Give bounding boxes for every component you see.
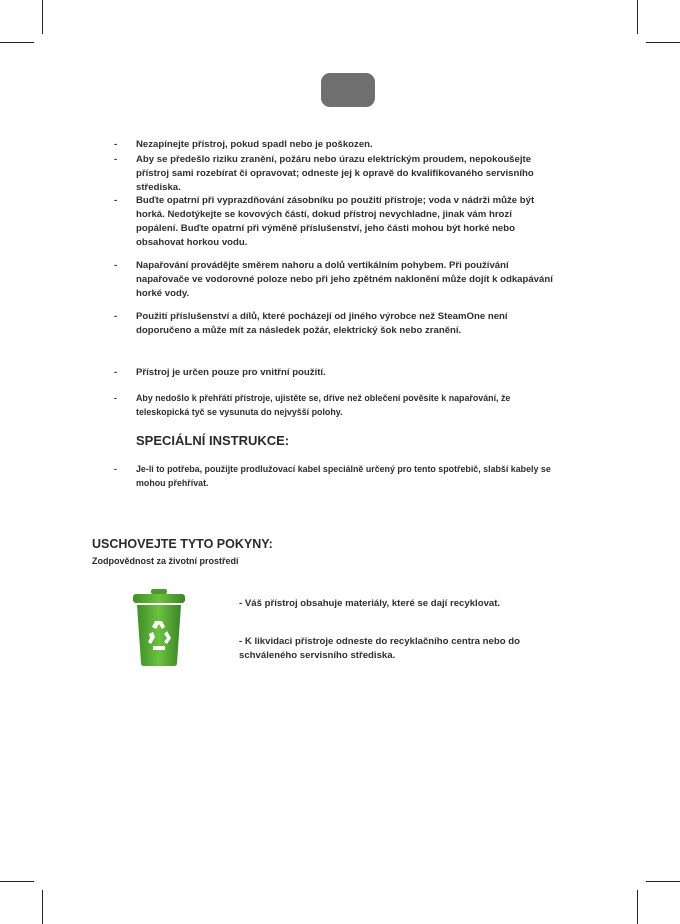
- language-tab: [321, 73, 375, 107]
- keep-instructions-heading: USCHOVEJTE TYTO POKYNY:: [92, 537, 273, 551]
- crop-mark: [42, 890, 43, 924]
- crop-mark: [646, 42, 680, 43]
- crop-mark: [0, 42, 34, 43]
- crop-mark: [637, 890, 638, 924]
- crop-mark: [637, 0, 638, 34]
- environment-line: - Váš přístroj obsahuje materiály, které se dají recyklovat.: [239, 598, 501, 609]
- special-instruction-item: - Je-li to potřeba, použijte prodlužovací kabel speciálně určený pro tento spotřebič, slabší kabely se mohou přehřívat.: [114, 464, 551, 488]
- instruction-item: - Aby nedošlo k přehřátí přístroje, ujistěte se, dříve než oblečení pověsíte k napařování, že teleskopická tyč se vysunuta do nejvyšší polohy.: [114, 393, 511, 417]
- environment-line: - K likvidaci přístroje odneste do recyklačního centra nebo do schváleného servisního střediska.: [239, 636, 520, 661]
- crop-mark: [646, 881, 680, 882]
- environment-subheading: Zodpovědnost za životní prostředí: [92, 556, 239, 566]
- crop-mark: [42, 0, 43, 34]
- instruction-item: - Použití příslušenství a dílů, které pocházejí od jiného výrobce než SteamOne není doporučeno a může mít za následek požár, elektrický šok nebo zranění.: [114, 311, 508, 336]
- recycle-bin-icon: [131, 587, 187, 667]
- instruction-item: - Nezapínejte přístroj, pokud spadl nebo je poškozen.: [114, 139, 373, 150]
- instruction-item: - Aby se předešlo riziku zranění, požáru nebo úrazu elektrickým proudem, nepokoušejte přístroj sami rozebírat či opravovat; odneste jej k opravě do kvalifikovaného servisního střediska.: [114, 154, 534, 193]
- crop-mark: [0, 881, 34, 882]
- instruction-item: - Buďte opatrní při vyprazdňování zásobníku po použití přístroje; voda v nádrži může být horká. Nedotýkejte se kovových částí, dokud přístroj nevychladne, jinak vám hrozí popálení. Buďte opatrní při výměně příslušenství, jeho části mohou být horké nebo obsahovat horkou vodu.: [114, 195, 535, 248]
- special-instructions-heading: SPECIÁLNÍ INSTRUKCE:: [136, 433, 290, 448]
- instruction-item: - Napařování provádějte směrem nahoru a dolů vertikálním pohybem. Při používání napařovače ve vodorovné poloze nebo při jeho zpětném naklonění může dojít k odkapávání horké vody.: [114, 260, 553, 299]
- instruction-item: - Přístroj je určen pouze pro vnitřní použití.: [114, 367, 326, 378]
